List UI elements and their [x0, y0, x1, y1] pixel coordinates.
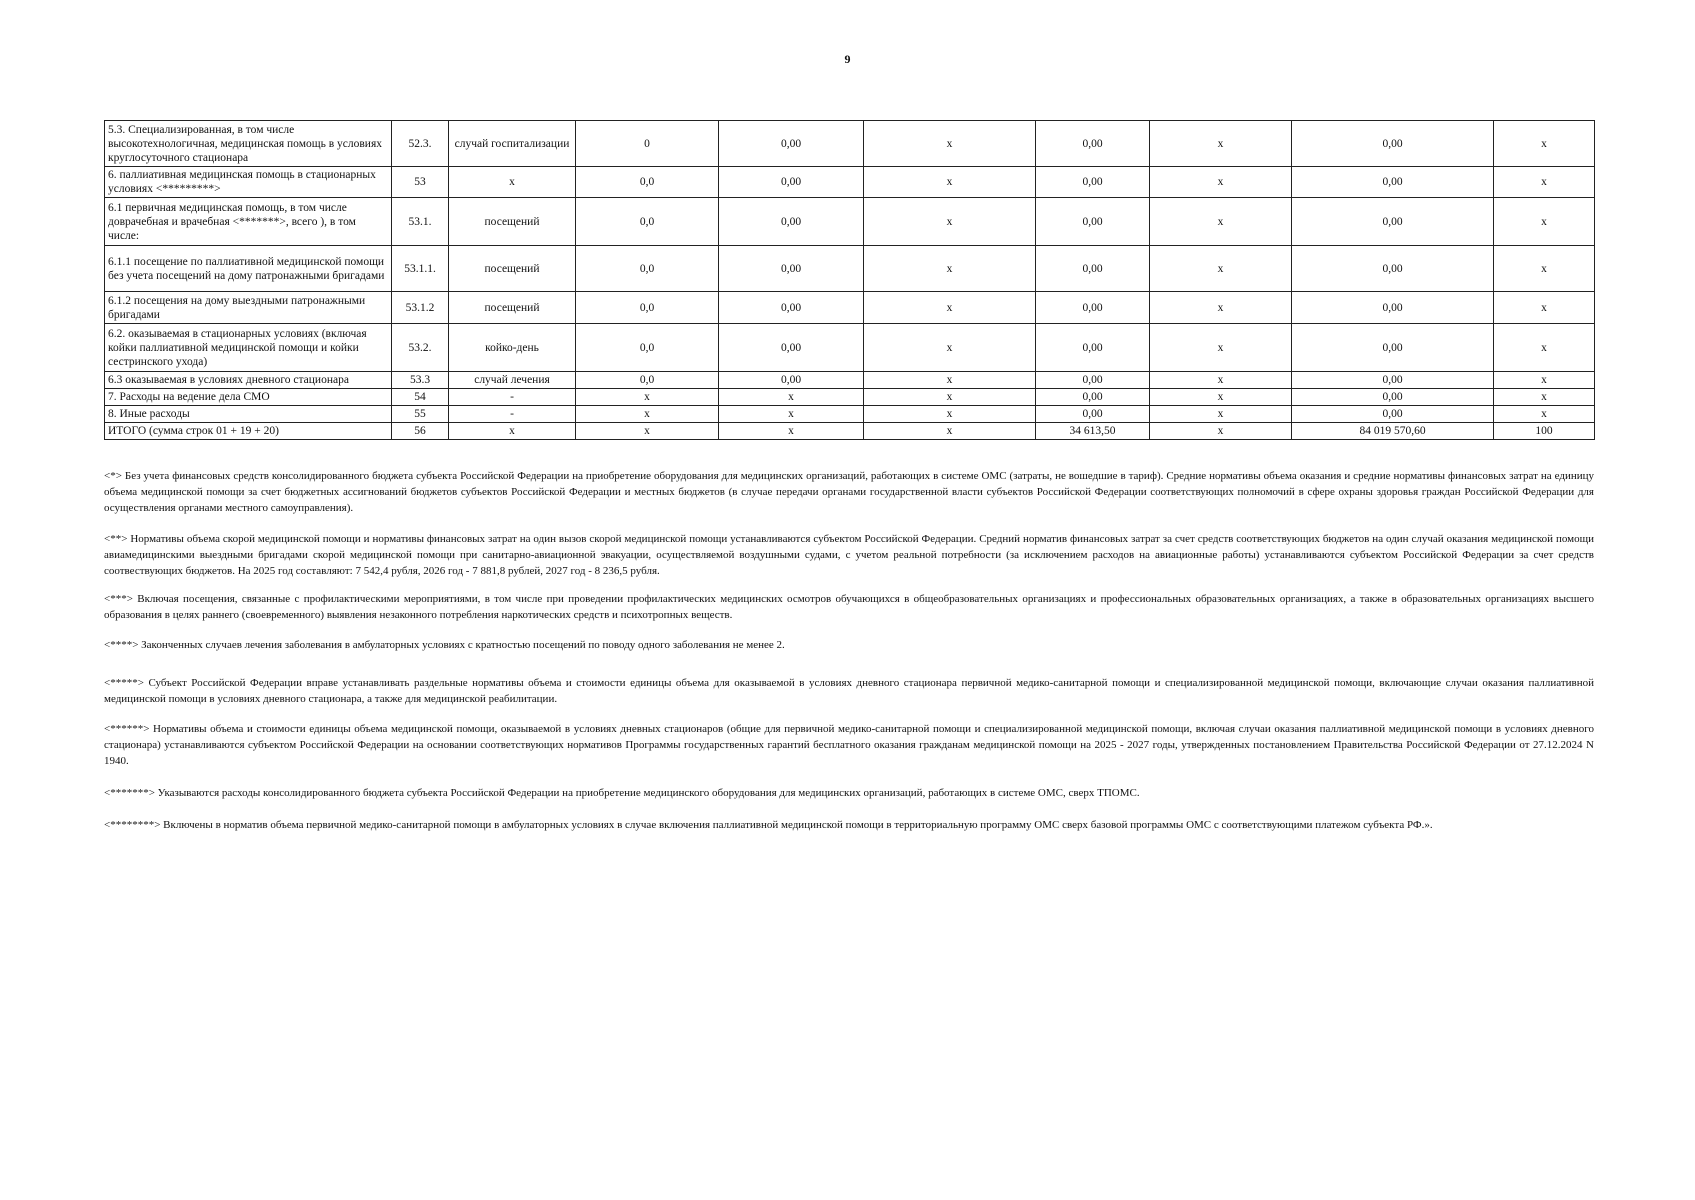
page-number: 9	[844, 52, 851, 66]
cell-c5: х	[719, 423, 864, 440]
table-row	[105, 324, 1595, 372]
table-row	[105, 167, 1595, 198]
row-unit: х	[449, 423, 576, 440]
cell-c6: х	[864, 372, 1036, 389]
cell-c4: х	[576, 389, 719, 406]
cell-c7: 0,00	[1036, 292, 1150, 324]
cell-c5: х	[719, 406, 864, 423]
cell-c7: 0,00	[1036, 167, 1150, 198]
cell-c9: 0,00	[1292, 292, 1494, 324]
cell-c6: х	[864, 324, 1036, 372]
row-unit: -	[449, 406, 576, 423]
row-unit: посещений	[449, 246, 576, 292]
cell-c8: х	[1150, 423, 1292, 440]
cell-c6: х	[864, 198, 1036, 246]
row-code: 53.3	[392, 372, 449, 389]
cell-c9: 0,00	[1292, 372, 1494, 389]
cell-c7: 34 613,50	[1036, 423, 1150, 440]
cell-c4: 0,0	[576, 292, 719, 324]
table-row	[105, 246, 1595, 292]
cell-c9: 0,00	[1292, 324, 1494, 372]
footnote: <****> Законченных случаев лечения заболевания в амбулаторных условиях с кратностью посещений по поводу одного заболевания не менее 2.	[104, 639, 785, 651]
cell-c7: 0,00	[1036, 121, 1150, 167]
cell-c10: х	[1494, 246, 1595, 292]
cell-c8: х	[1150, 406, 1292, 423]
cell-c4: 0,0	[576, 324, 719, 372]
cell-c7: 0,00	[1036, 246, 1150, 292]
cell-c5: 0,00	[719, 246, 864, 292]
row-name: 5.3. Специализированная, в том числе высокотехнологичная, медицинская помощь в условиях круглосуточного стационара	[105, 121, 392, 167]
table-row	[105, 372, 1595, 389]
cell-c9: 0,00	[1292, 167, 1494, 198]
table-row	[105, 292, 1595, 324]
cell-c10: х	[1494, 324, 1595, 372]
table-row	[105, 389, 1595, 406]
row-code: 55	[392, 406, 449, 423]
cell-c10: х	[1494, 198, 1595, 246]
cell-c5: 0,00	[719, 121, 864, 167]
cell-c4: х	[576, 423, 719, 440]
footnotes	[104, 468, 1594, 833]
cell-c5: 0,00	[719, 167, 864, 198]
footnote: <*> Без учета финансовых средств консолидированного бюджета субъекта Российской Федерации на приобретение оборудования для медицинских организаций, работающих в системе ОМС (затраты, не вошедшие в тариф). Средние нормативы объема оказания и средние нормативы финансовых затрат на единицу объема медицинской помощи за счет бюджетных ассигнований бюджетов субъектов Российской Федерации и местных бюджетов (в случае передачи органами государственной власти субъектов Российской Федерации соответствующих полномочий в сфере охраны здоровья граждан Российской Федерации для осуществления органами местного самоуправления).	[104, 470, 1594, 514]
footnote: <********> Включены в норматив объема первичной медико-санитарной помощи в амбулаторных условиях в случае включения паллиативной медицинской помощи в территориальную программу ОМС сверх базовой программы ОМС с соответствующими платежом субъекта РФ.».	[104, 819, 1433, 831]
cell-c4: х	[576, 406, 719, 423]
cell-c9: 0,00	[1292, 246, 1494, 292]
cell-c10: х	[1494, 389, 1595, 406]
cell-c9: 0,00	[1292, 121, 1494, 167]
cell-c8: х	[1150, 167, 1292, 198]
cell-c8: х	[1150, 121, 1292, 167]
cell-c10: х	[1494, 406, 1595, 423]
cell-c8: х	[1150, 324, 1292, 372]
row-name: ИТОГО (сумма строк 01 + 19 + 20)	[105, 423, 392, 440]
cell-c9: 0,00	[1292, 198, 1494, 246]
cell-c4: 0,0	[576, 167, 719, 198]
cell-c6: х	[864, 246, 1036, 292]
cell-c7: 0,00	[1036, 406, 1150, 423]
row-unit: случай лечения	[449, 372, 576, 389]
row-code: 52.3.	[392, 121, 449, 167]
row-unit: случай госпитализации	[449, 121, 576, 167]
row-unit: койко-день	[449, 324, 576, 372]
row-name: 6.1 первичная медицинская помощь, в том числе доврачебная и врачебная <*******>, всего ), в том числе:	[105, 198, 392, 246]
cell-c5: 0,00	[719, 198, 864, 246]
row-name: 8. Иные расходы	[105, 406, 392, 423]
financing-table	[104, 120, 1595, 440]
row-code: 54	[392, 389, 449, 406]
cell-c7: 0,00	[1036, 198, 1150, 246]
row-unit: посещений	[449, 198, 576, 246]
cell-c6: х	[864, 167, 1036, 198]
cell-c6: х	[864, 121, 1036, 167]
cell-c8: х	[1150, 389, 1292, 406]
cell-c6: х	[864, 389, 1036, 406]
cell-c10: 100	[1494, 423, 1595, 440]
row-code: 53.1.1.	[392, 246, 449, 292]
cell-c5: 0,00	[719, 372, 864, 389]
cell-c5: 0,00	[719, 324, 864, 372]
cell-c4: 0	[576, 121, 719, 167]
cell-c9: 0,00	[1292, 389, 1494, 406]
cell-c4: 0,0	[576, 198, 719, 246]
table-row	[105, 121, 1595, 167]
footnote: <**> Нормативы объема скорой медицинской помощи и нормативы финансовых затрат на один вызов скорой медицинской помощи устанавливаются субъектом Российской Федерации. Средний норматив финансовых затрат за счет средств соответствующих бюджетов на один случай оказания медицинской помощи авиамедицинскими выездными бригадами скорой медицинской помощи при санитарно-авиационной эвакуации, осуществляемой воздушными судами, с учетом реальной потребности (за исключением расходов на авиационные работы) устанавливаются субъектом Российской Федерации за счет средств соотвествующих бюджетов. На 2025 год составляют: 7 542,4 рубля, 2026 год - 7 881,8 рублей, 2027 год - 8 236,5 рубля.	[104, 533, 1594, 577]
row-unit: х	[449, 167, 576, 198]
cell-c9: 0,00	[1292, 406, 1494, 423]
row-name: 6.1.2 посещения на дому выездными патронажными бригадами	[105, 292, 392, 324]
cell-c8: х	[1150, 246, 1292, 292]
footnote: <*****> Субъект Российской Федерации вправе устанавливать раздельные нормативы объема и стоимости единицы объема для оказываемой в условиях дневного стационара первичной медико-санитарной помощи и специализированной медицинской помощи, включающие случаи оказания паллиативной медицинской помощи в условиях дневного стационара, а также для медицинской реабилитации.	[104, 677, 1594, 705]
row-name: 6. паллиативная медицинская помощь в стационарных условиях <*********>	[105, 167, 392, 198]
cell-c7: 0,00	[1036, 372, 1150, 389]
cell-c7: 0,00	[1036, 389, 1150, 406]
cell-c8: х	[1150, 372, 1292, 389]
row-unit: посещений	[449, 292, 576, 324]
footnote: <******> Нормативы объема и стоимости единицы объема медицинской помощи, оказываемой в условиях дневных стационаров (общие для первичной медико-санитарной помощи и специализированной медицинской помощи, включая случаи оказания паллиативной медицинской помощи в условиях дневного стационара) устанавливаются субъектом Российской Федерации на основании соответствующих нормативов Программы государственных гарантий бесплатного оказания гражданам медицинской помощи на 2025 - 2027 годы, утвержденных постановлением Правительства Российской Федерации от 27.12.2024 N 1940.	[104, 723, 1594, 767]
cell-c8: х	[1150, 198, 1292, 246]
row-code: 53	[392, 167, 449, 198]
cell-c8: х	[1150, 292, 1292, 324]
cell-c10: х	[1494, 121, 1595, 167]
footnote: <***> Включая посещения, связанные с профилактическими мероприятиями, в том числе при проведении профилактических медицинских осмотров обучающихся в общеобразовательных организациях и профессиональных образовательных организациях, а также в образовательных организациях высшего образования в целях раннего (своевременного) выявления незаконного потребления наркотических средств и психотропных веществ.	[104, 593, 1594, 621]
footnote: <*******> Указываются расходы консолидированного бюджета субъекта Российской Федерации на приобретение медицинского оборудования для медицинских организаций, работающих в системе ОМС, сверх ТПОМС.	[104, 787, 1140, 799]
cell-c6: х	[864, 423, 1036, 440]
row-code: 53.1.	[392, 198, 449, 246]
cell-c10: х	[1494, 292, 1595, 324]
row-code: 56	[392, 423, 449, 440]
row-code: 53.2.	[392, 324, 449, 372]
cell-c4: 0,0	[576, 246, 719, 292]
table-row	[105, 406, 1595, 423]
cell-c10: х	[1494, 167, 1595, 198]
cell-c7: 0,00	[1036, 324, 1150, 372]
cell-c6: х	[864, 292, 1036, 324]
row-name: 6.2. оказываемая в стационарных условиях (включая койки паллиативной медицинской помощи и койки сестринского ухода)	[105, 324, 392, 372]
cell-c5: х	[719, 389, 864, 406]
row-name: 6.3 оказываемая в условиях дневного стационара	[105, 372, 392, 389]
cell-c5: 0,00	[719, 292, 864, 324]
table-row	[105, 198, 1595, 246]
table-row	[105, 423, 1595, 440]
cell-c6: х	[864, 406, 1036, 423]
cell-c10: х	[1494, 372, 1595, 389]
row-unit: -	[449, 389, 576, 406]
row-name: 6.1.1 посещение по паллиативной медицинской помощи без учета посещений на дому патронажными бригадами	[105, 246, 392, 292]
row-name: 7. Расходы на ведение дела СМО	[105, 389, 392, 406]
row-code: 53.1.2	[392, 292, 449, 324]
cell-c4: 0,0	[576, 372, 719, 389]
cell-c9: 84 019 570,60	[1292, 423, 1494, 440]
